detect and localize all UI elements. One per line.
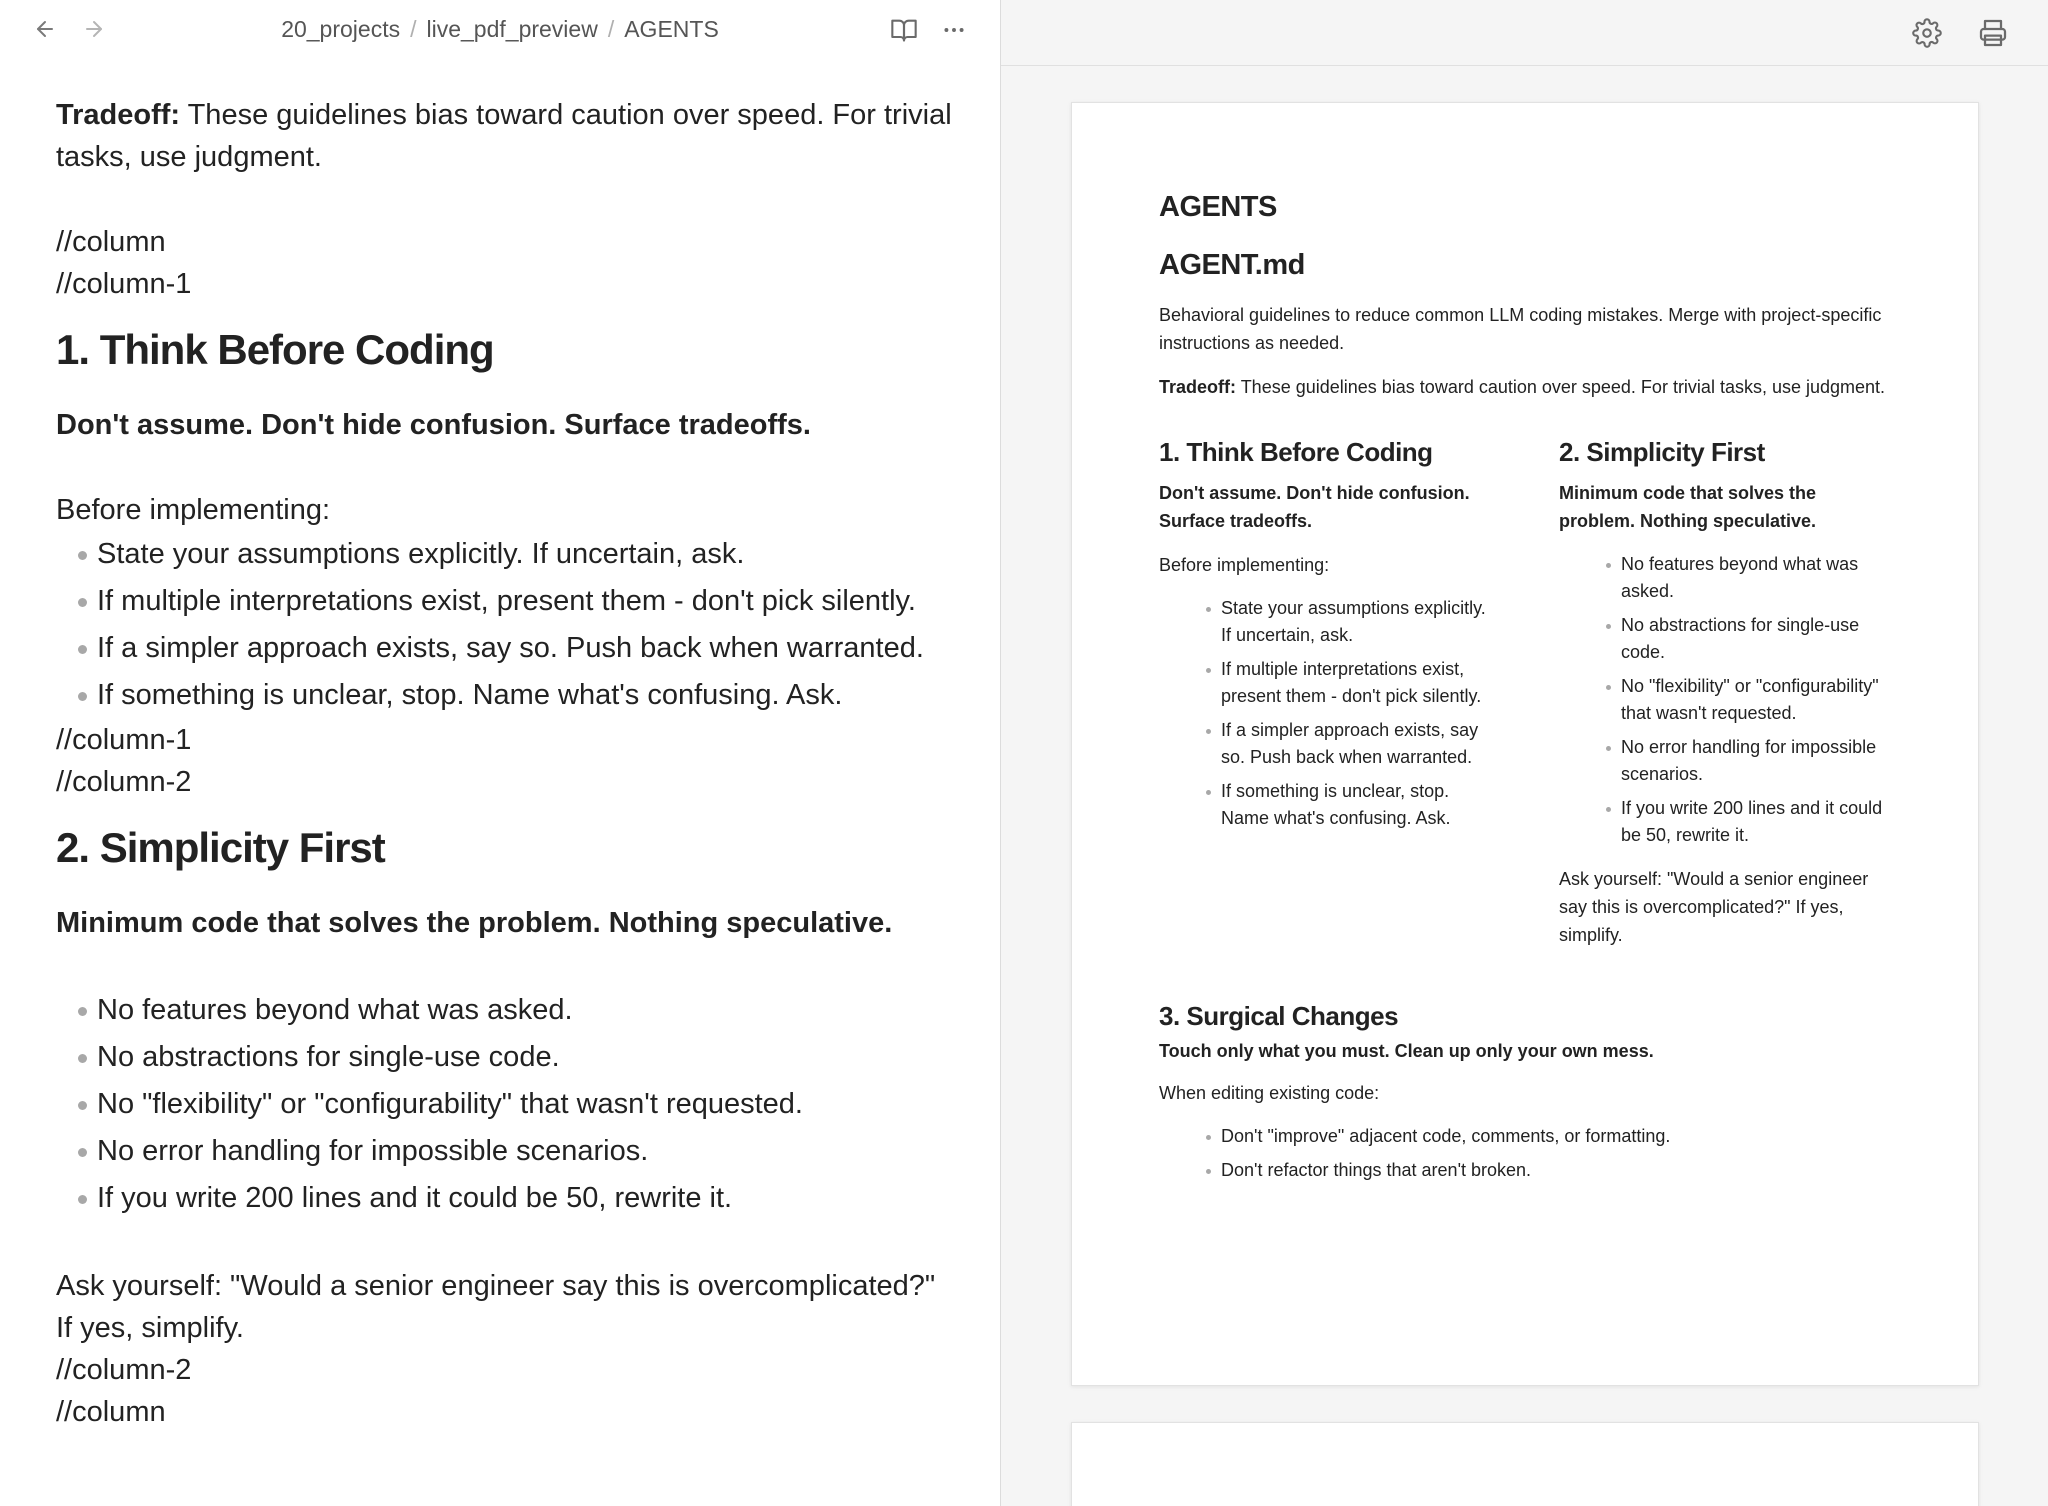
- print-button[interactable]: [1973, 13, 2013, 53]
- breadcrumb: [0, 14, 1000, 44]
- tradeoff-paragraph: [56, 94, 956, 178]
- column-2-marker: //column-2: [56, 1354, 192, 1386]
- breadcrumb-separator: /: [607, 16, 615, 42]
- settings-button[interactable]: [1907, 13, 1947, 53]
- list-item: No error handling for impossible scenarios.: [1621, 734, 1889, 788]
- column-marker: //column: [56, 1396, 166, 1428]
- list-item: No features beyond what was asked.: [1621, 551, 1889, 605]
- list-item: No abstractions for single-use code.: [56, 1034, 956, 1081]
- pdf-section-3-lead: Touch only what you must. Clean up only your own mess.: [1159, 1041, 1654, 1061]
- breadcrumb-file[interactable]: AGENTS: [624, 16, 719, 42]
- pdf-section-3-heading: 3. Surgical Changes: [1159, 1001, 1399, 1031]
- list-item: If a simpler approach exists, say so. Push back when warranted.: [1221, 717, 1489, 771]
- pdf-tradeoff-label: Tradeoff:: [1159, 377, 1237, 397]
- breadcrumb-separator: /: [410, 16, 417, 42]
- list-item: If you write 200 lines and it could be 50, rewrite it.: [1621, 795, 1889, 849]
- pdf-section-1-heading: 1. Think Before Coding: [1159, 437, 1433, 467]
- reading-view-button[interactable]: [888, 14, 920, 46]
- more-horizontal-icon: [941, 17, 967, 43]
- pdf-description: Behavioral guidelines to reduce common LLM coding mistakes. Merge with project-specific instructions as needed.: [1159, 305, 1882, 353]
- column-1-marker: //column-1: [56, 724, 192, 756]
- section-1-list: [56, 531, 956, 719]
- pdf-page-content: [1159, 189, 1899, 1200]
- section-2-heading: 2. Simplicity First: [56, 824, 385, 871]
- list-item: Don't refactor things that aren't broken.: [1221, 1157, 1899, 1184]
- column-1-marker: //column-1: [56, 268, 192, 300]
- pdf-columns: [1159, 435, 1899, 965]
- pdf-section-2-list: [1559, 551, 1889, 849]
- tradeoff-text: These guidelines bias toward caution over speed. For trivial tasks, use judgment.: [56, 99, 952, 173]
- list-item: No features beyond what was asked.: [56, 987, 956, 1034]
- list-item: No "flexibility" or "configurability" that wasn't requested.: [56, 1081, 956, 1128]
- gear-icon: [1912, 18, 1942, 48]
- section-1-intro: Before implementing:: [56, 494, 331, 526]
- more-options-button[interactable]: [938, 14, 970, 46]
- list-item: If multiple interpretations exist, present them - don't pick silently.: [56, 578, 956, 625]
- column-marker: //column: [56, 226, 166, 258]
- preview-toolbar: [1001, 0, 2048, 66]
- list-item: Don't "improve" adjacent code, comments, or formatting.: [1221, 1123, 1899, 1150]
- pdf-section-3-list: [1159, 1123, 1899, 1184]
- list-item: If a simpler approach exists, say so. Push back when warranted.: [56, 625, 956, 672]
- pdf-section-2-closing: Ask yourself: "Would a senior engineer say this is overcomplicated?" If yes, simplify.: [1559, 869, 1869, 945]
- pdf-section-1-list: [1159, 595, 1489, 832]
- pdf-section-2-lead: Minimum code that solves the problem. Nothing speculative.: [1559, 483, 1817, 531]
- editor-pane: [0, 0, 1001, 1506]
- pdf-preview-pane[interactable]: [1001, 0, 2048, 1506]
- section-1-lead: Don't assume. Don't hide confusion. Surface tradeoffs.: [56, 409, 811, 441]
- tradeoff-label: Tradeoff:: [56, 99, 181, 131]
- pdf-subtitle: AGENT.md: [1159, 249, 1305, 281]
- list-item: If something is unclear, stop. Name what's confusing. Ask.: [56, 672, 956, 719]
- list-item: No abstractions for single-use code.: [1621, 612, 1889, 666]
- list-item: If something is unclear, stop. Name what's confusing. Ask.: [1221, 778, 1489, 832]
- breadcrumb-folder[interactable]: 20_projects: [281, 16, 401, 42]
- pdf-tradeoff: [1159, 373, 1899, 401]
- pdf-title: AGENTS: [1159, 191, 1277, 223]
- pdf-column-2: [1559, 435, 1889, 965]
- breadcrumb-subfolder[interactable]: live_pdf_preview: [426, 16, 598, 42]
- list-item: No error handling for impossible scenarios.: [56, 1128, 956, 1175]
- pdf-section-3-intro: When editing existing code:: [1159, 1083, 1380, 1103]
- section-2-lead: Minimum code that solves the problem. Nothing speculative.: [56, 907, 893, 939]
- pdf-tradeoff-text: These guidelines bias toward caution over speed. For trivial tasks, use judgment.: [1236, 377, 1886, 397]
- printer-icon: [1977, 17, 2009, 49]
- pdf-column-1: [1159, 435, 1489, 965]
- pdf-section-2-heading: 2. Simplicity First: [1559, 437, 1765, 467]
- pdf-section-1-intro: Before implementing:: [1159, 555, 1330, 575]
- pdf-section-1-lead: Don't assume. Don't hide confusion. Surface tradeoffs.: [1159, 483, 1470, 531]
- list-item: State your assumptions explicitly. If uncertain, ask.: [1221, 595, 1489, 649]
- column-2-marker: //column-2: [56, 766, 192, 798]
- list-item: If you write 200 lines and it could be 50, rewrite it.: [56, 1175, 956, 1222]
- section-1-heading: 1. Think Before Coding: [56, 326, 494, 373]
- editor-header: [0, 0, 1000, 58]
- pdf-section-3: [1159, 999, 1899, 1184]
- pdf-page: [1071, 102, 1979, 1386]
- section-2-list: [56, 987, 956, 1222]
- section-2-closing: Ask yourself: "Would a senior engineer say this is overcomplicated?" If yes, simplify.: [56, 1270, 936, 1344]
- list-item: State your assumptions explicitly. If uncertain, ask.: [56, 531, 956, 578]
- markdown-editor[interactable]: [56, 94, 956, 1433]
- book-open-icon: [890, 16, 918, 44]
- list-item: If multiple interpretations exist, present them - don't pick silently.: [1221, 656, 1489, 710]
- pdf-page-2: [1071, 1422, 1979, 1506]
- list-item: No "flexibility" or "configurability" that wasn't requested.: [1621, 673, 1889, 727]
